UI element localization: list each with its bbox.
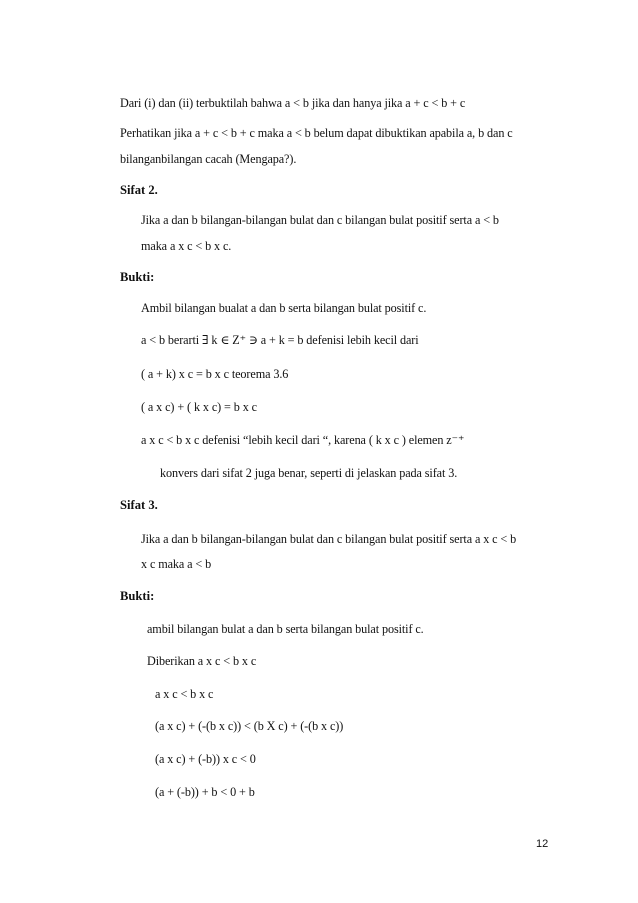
paragraph-conclusion: Dari (i) dan (ii) terbuktilah bahwa a < b jika dan hanya jika a + c < b + c <box>120 96 466 110</box>
sifat-3-heading: Sifat 3. <box>120 498 158 512</box>
bukti-1-line: ( a x c) + ( k x c) = b x c <box>141 400 257 414</box>
sifat-2-statement-line-1: Jika a dan b bilangan-bilangan bulat dan c bilangan bulat positif serta a < b <box>141 213 499 227</box>
page-number: 12 <box>536 838 549 850</box>
bukti-1-line: Ambil bilangan bualat a dan b serta bilangan bulat positif c. <box>141 301 427 315</box>
bukti-2-line: (a x c) + (-(b x c)) < (b X c) + (-(b x c)) <box>155 719 344 733</box>
sifat-2-statement-line-2: maka a x c < b x c. <box>141 239 232 253</box>
bukti-1-heading: Bukti: <box>120 270 155 284</box>
sifat-2-heading: Sifat 2. <box>120 183 158 197</box>
bukti-1-line: a x c < b x c defenisi “lebih kecil dari “, karena ( k x c ) elemen z⁻⁺ <box>141 433 465 447</box>
bukti-2-heading: Bukti: <box>120 589 155 603</box>
paragraph-note-line-2: bilanganbilangan cacah (Mengapa?). <box>120 152 297 166</box>
bukti-2-line: ambil bilangan bulat a dan b serta bilangan bulat positif c. <box>147 622 424 636</box>
bukti-2-line: Diberikan a x c < b x c <box>147 654 257 668</box>
bukti-1-line: konvers dari sifat 2 juga benar, seperti di jelaskan pada sifat 3. <box>160 466 458 480</box>
bukti-2-line: (a x c) + (-b)) x c < 0 <box>155 752 256 766</box>
paragraph-note-line-1: Perhatikan jika a + c < b + c maka a < b belum dapat dibuktikan apabila a, b dan c <box>120 126 513 140</box>
sifat-3-statement-line-1: Jika a dan b bilangan-bilangan bulat dan c bilangan bulat positif serta a x c < b <box>141 532 517 546</box>
bukti-2-line: a x c < b x c <box>155 687 214 701</box>
sifat-3-statement-line-2: x c maka a < b <box>141 557 212 571</box>
bukti-1-line: ( a + k) x c = b x c teorema 3.6 <box>141 367 289 381</box>
bukti-1-line: a < b berarti ∃ k ∈ Z⁺ ∋ a + k = b defenisi lebih kecil dari <box>141 333 419 347</box>
bukti-2-line: (a + (-b)) + b < 0 + b <box>155 785 255 799</box>
